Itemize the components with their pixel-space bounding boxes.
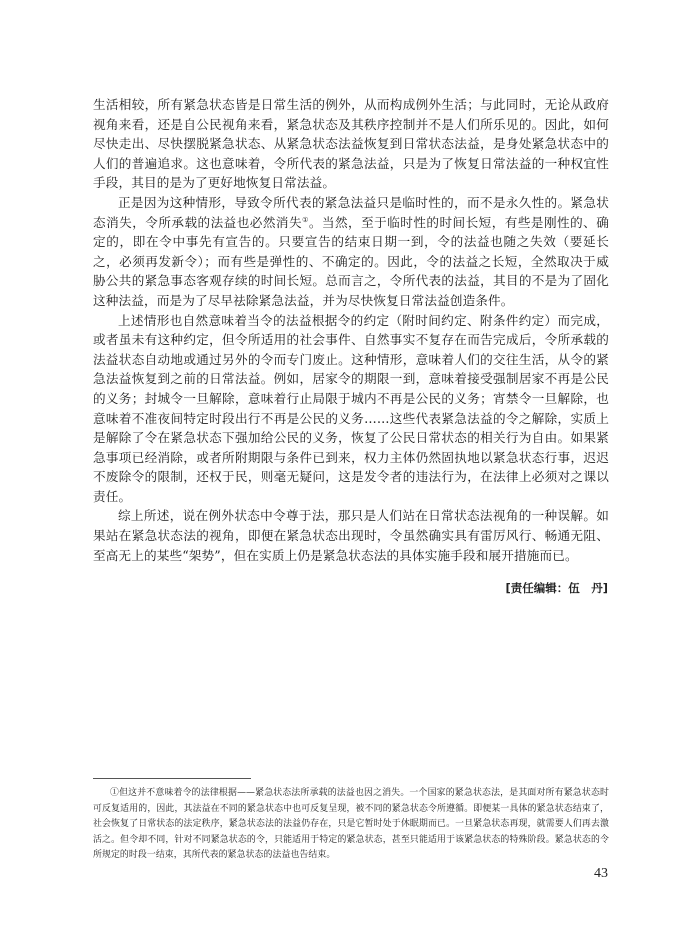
paragraph-1: 生活相较，所有紧急状态皆是日常生活的例外，从而构成例外生活；与此同时，无论从政府视角来看，还是自公民视角来看，紧急状态及其秩序控制并不是人们所乐见的。因此，如何尽快走出、尽快摆脱紧急状态、从紧急状态法益恢复到日常状态法益，是身处紧急状态中的人们的普遍追求。这也意味着，令所代表的紧急法益，只是为了恢复日常法益的一种权宜性手段，其目的是为了更好地恢复日常法益。: [93, 97, 609, 191]
footnote-divider: [93, 778, 251, 779]
body-text: [93, 95, 609, 565]
paragraph-3: 上述情形也自然意味着当令的法益根据令的约定（附时间约定、附条件约定）而完成，或者虽未有这种约定，但令所适用的社会事件、自然事实不复存在而告完成后，令所承载的法益状态自动地或通过另外的令而专门废止。这种情形，意味着人们的交往生活，从令的紧急法益恢复到之前的日常法益。例如，居家令的期限一到，意味着接受强制居家不再是公民的义务；封城令一旦解除，意味着行止局限于城内不再是公民的义务；宵禁令一旦解除，也意味着不准夜间特定时段出行不再是公民的义务……这些代表紧急法益的令之解除，实质上是解除了令在紧急状态下强加给公民的义务，恢复了公民日常状态的相关行为自由。如果紧急事项已经消除，或者所附期限与条件已到来，权力主体仍然固执地以紧急状态行事，迟迟不废除令的限制，还权于民，则毫无疑问，这是发令者的违法行为，在法律上必须对之课以责任。: [93, 312, 609, 504]
footnote: ①但这并不意味着令的法律根据——紧急状态法所承载的法益也因之消失。一个国家的紧急状态法，是其面对所有紧急状态时可反复适用的，因此，其法益在不同的紧急状态中也可反复呈现，被不同的紧急状态令所遵循。即便某一具体的紧急状态结束了，社会恢复了日常状态的法定秩序，紧急状态法的法益仍存在，只是它暂时处于休眠期而已。一旦紧急状态再现，就需要人们再去激活之。但令却不同，针对不同紧急状态的令，只能适用于特定的紧急状态，甚至只能适用于该紧急状态的特殊阶段。紧急状态的令所规定的时段一结束，其所代表的紧急状态的法益也告结束。: [93, 788, 609, 861]
paragraph-2: [93, 193, 609, 311]
responsible-editor: [责任编辑：伍 丹]: [505, 581, 608, 595]
paragraph-2-text-b: 。当然，至于临时性的时间长短，有些是刚性的、确定的，即在令中事先有宣告的。只要宣告的结束日期一到，令的法益也随之失效（要延长之，必须再发新令）；而有些是弹性的、不确定的。因此，令的法益之长短，全然取决于威胁公共的紧急事态客观存续的时间长短。总而言之，令所代表的法益，其目的不是为了固化这种法益，而是为了尽早祛除紧急法益，并为尽快恢复日常法益创造条件。: [93, 214, 609, 308]
paragraph-4: 综上所述，说在例外状态中令尊于法，那只是人们站在日常状态法视角的一种误解。如果站在紧急状态法的视角，即便在紧急状态出现时，令虽然确实具有雷厉风行、畅通无阻、至高无上的某些“架势”，但在实质上仍是紧急状态法的具体实施手段和展开措施而已。: [93, 508, 609, 563]
footnote-reference[interactable]: ①: [302, 215, 309, 224]
page-number: 43: [594, 866, 608, 881]
paragraph-2-text-a: 正是因为这种情形，导致令所代表的紧急法益只是临时性的，而不是永久性的。紧急状态消失，令所承载的法益也必然消失: [93, 194, 609, 230]
